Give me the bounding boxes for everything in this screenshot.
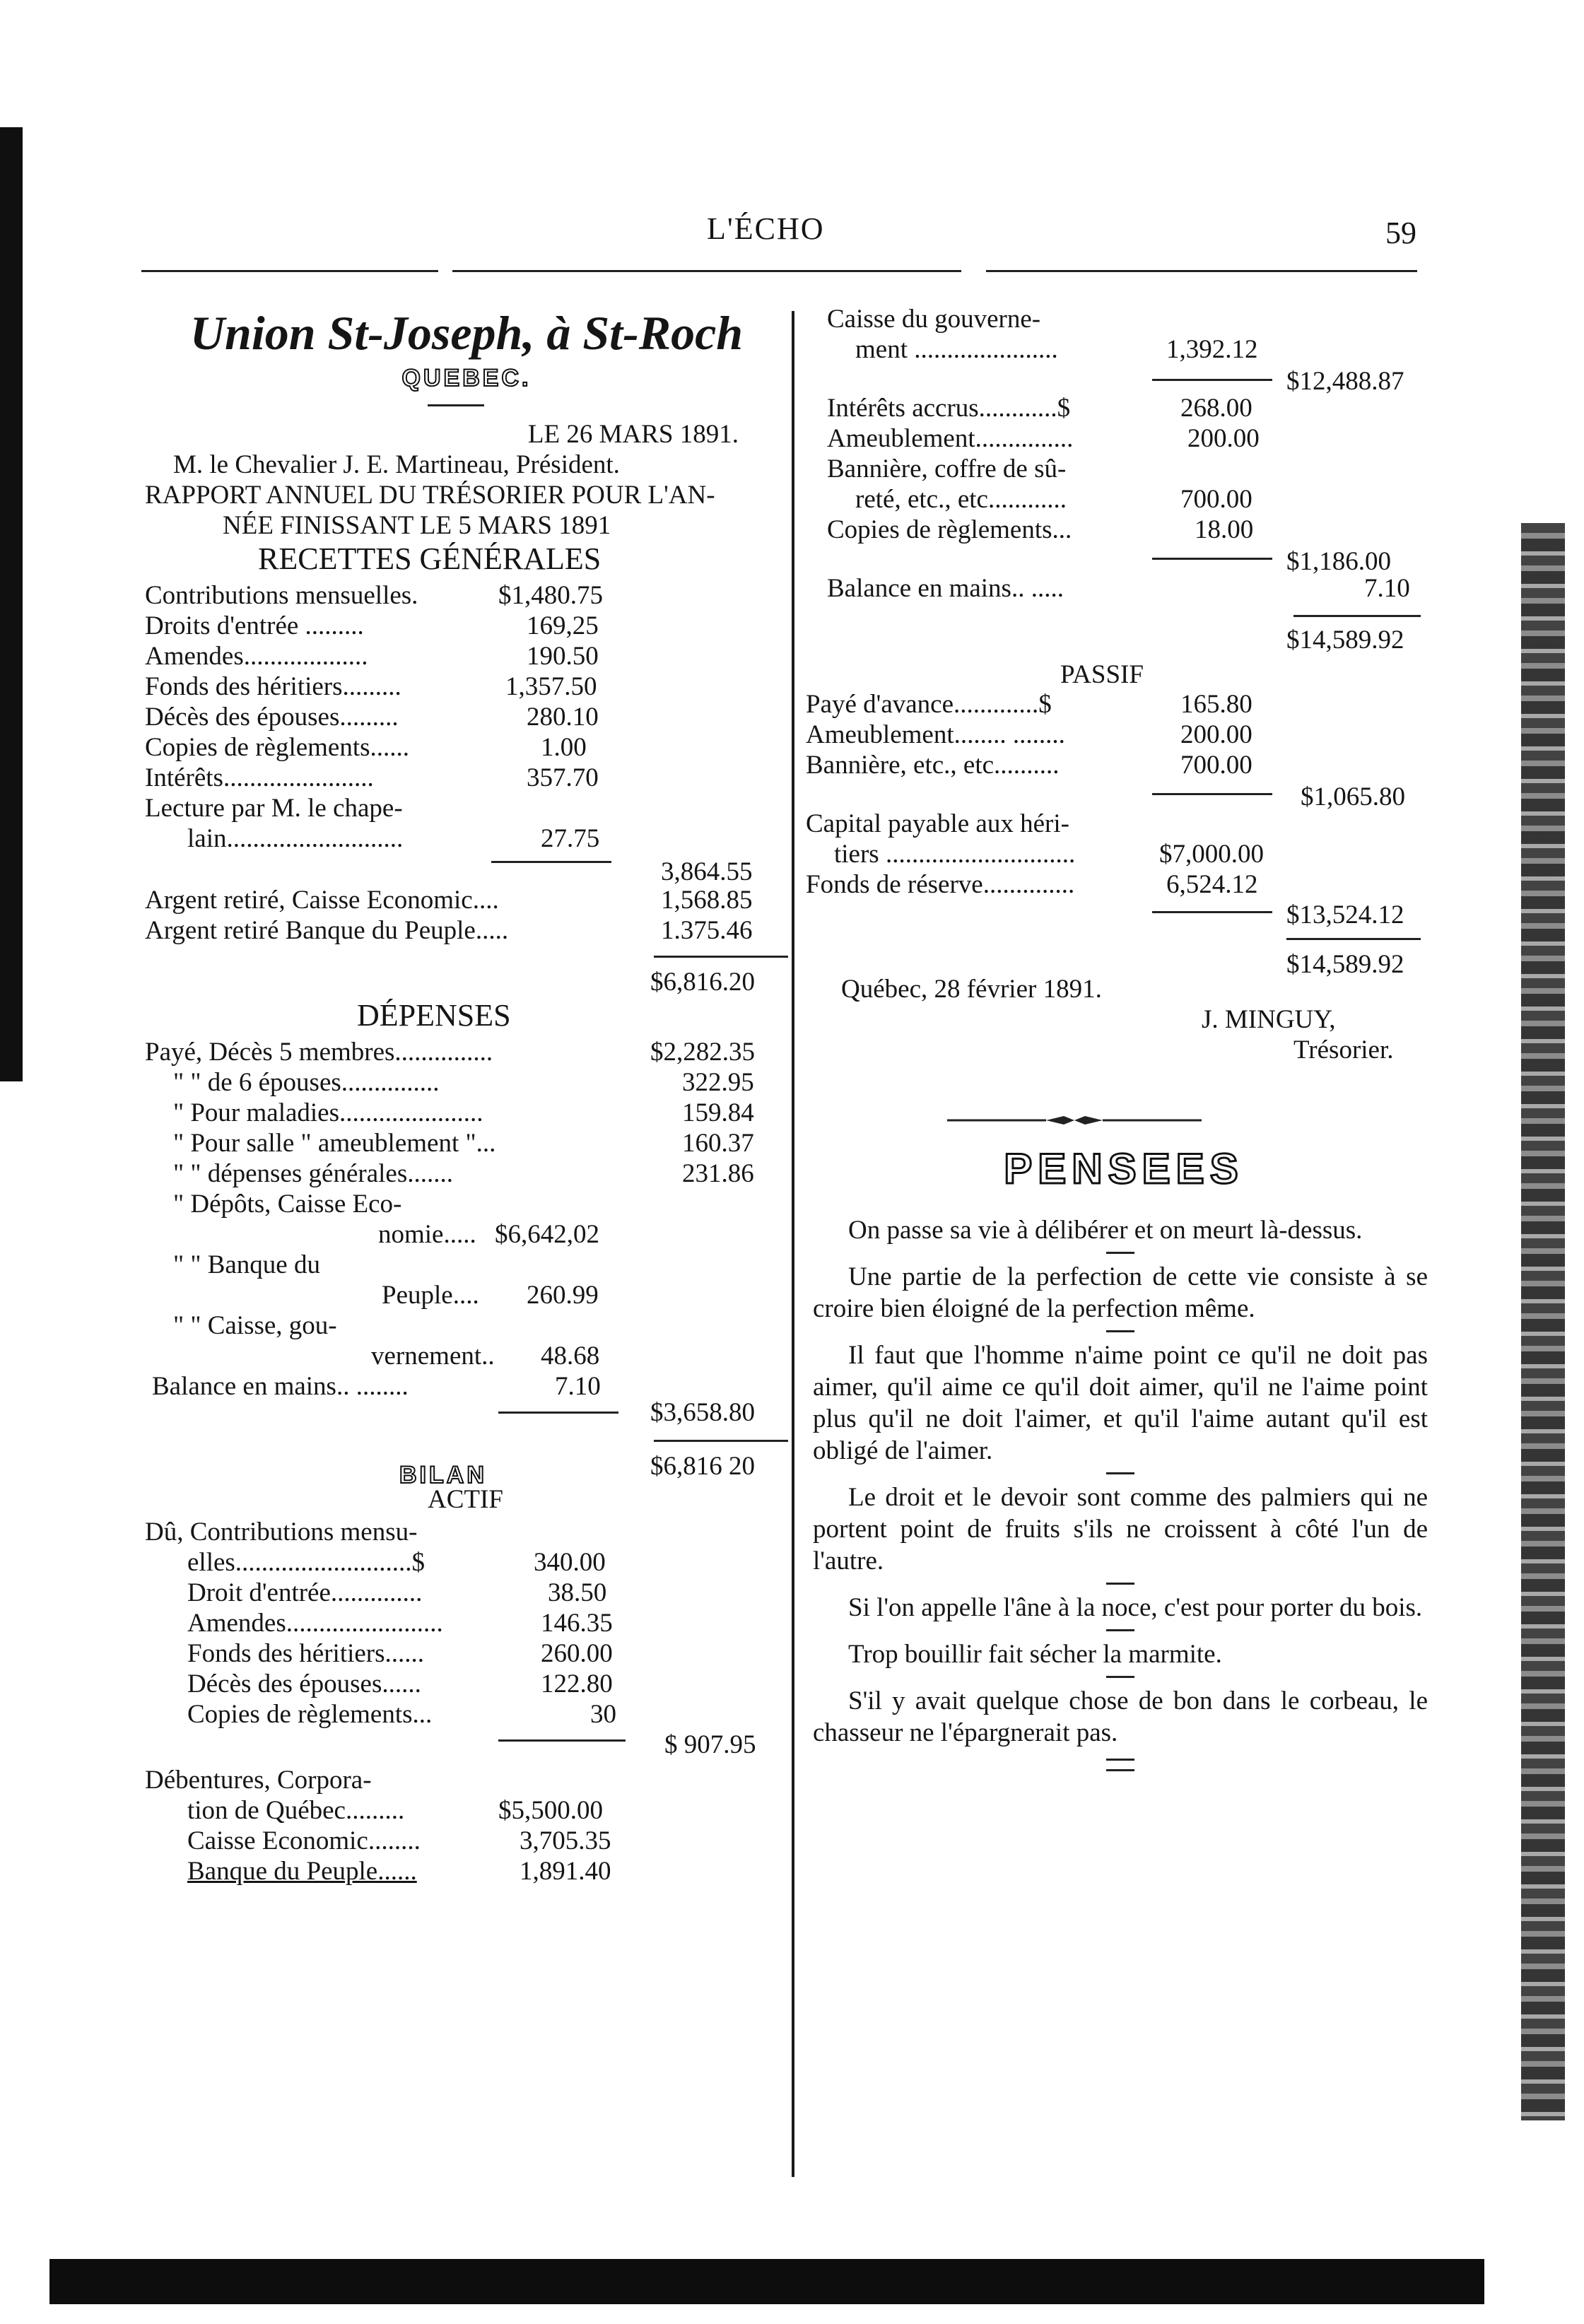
left-column <box>145 304 788 1886</box>
pensee-paragraph: Le droit et le devoir sont comme des palmiers qui ne portent point de fruits s'ils ne croissent à côté l'un de l'autre. <box>813 1483 1428 1575</box>
bilan-row <box>145 1638 788 1669</box>
bilan-label: Droit d'entrée.............. <box>187 1578 423 1607</box>
passif-amount: 200.00 <box>1180 720 1252 749</box>
passif-total-2: $13,524.12 <box>1286 900 1404 929</box>
report-line-2: NÉE FINISSANT LE 5 MARS 1891 <box>223 511 611 540</box>
bilan-label: Copies de règlements... <box>187 1700 433 1729</box>
scan-edge-right <box>1521 523 1565 2120</box>
banniere-amount: 700.00 <box>1180 485 1252 514</box>
debentures-line-2: tion de Québec......... <box>187 1796 405 1825</box>
retire-2-amount: 1.375.46 <box>661 916 753 945</box>
recette-row <box>145 732 788 763</box>
capital-amount: $7,000.00 <box>1159 840 1264 869</box>
depenses-total-rule <box>654 1440 788 1442</box>
gouv-line-1: Caisse du gouverne- <box>827 305 1041 334</box>
recette-amount: 190.50 <box>527 642 599 671</box>
caisse-amount: 48.68 <box>541 1342 600 1371</box>
copies-label: Copies de règlements... <box>827 515 1072 544</box>
page-header <box>0 211 1584 253</box>
recette-row <box>145 641 788 671</box>
right-row <box>806 423 1442 454</box>
banque-peuple-amount: 1,891.40 <box>520 1857 611 1886</box>
balance-label: Balance en mains.. ........ <box>152 1372 409 1401</box>
caisse-line-1: " " Caisse, gou- <box>173 1311 337 1340</box>
bilan-rule <box>498 1739 626 1742</box>
page-number: 59 <box>1385 216 1416 250</box>
signature: J. MINGUY, <box>1202 1005 1336 1034</box>
article-title: Union St-Joseph, à St-Roch <box>189 306 744 360</box>
bilan-amount: 122.80 <box>541 1669 613 1698</box>
depense-label: " " dépenses générales....... <box>173 1159 453 1188</box>
recette-row <box>145 793 788 823</box>
reserve-rule <box>1152 911 1272 913</box>
bilan-row <box>145 1699 788 1730</box>
passif-row <box>806 720 1442 750</box>
bilan-row <box>145 1578 788 1608</box>
depense-row <box>145 1128 788 1158</box>
gouv-rule <box>1152 379 1272 381</box>
banque-line-1: " " Banque du <box>173 1250 320 1279</box>
depense-amount: 322.95 <box>682 1068 754 1097</box>
pensee-dash <box>1106 1330 1134 1332</box>
recette-label: Copies de règlements...... <box>145 733 410 762</box>
recette-label: Amendes................... <box>145 642 368 671</box>
scan-edge-bottom <box>49 2259 1484 2304</box>
right-row <box>806 393 1442 423</box>
depots-amount: $6,642,02 <box>495 1220 599 1249</box>
right-amount: 268.00 <box>1180 394 1252 423</box>
capital-line-1: Capital payable aux héri- <box>806 809 1069 838</box>
passif-row <box>806 689 1442 720</box>
recette-row <box>145 763 788 793</box>
banniere-line-1: Bannière, coffre de sû- <box>827 454 1067 483</box>
bilan-amount: 30 <box>590 1700 616 1729</box>
scan-edge-left <box>0 127 23 1081</box>
bilan-du-amount: 340.00 <box>534 1548 606 1577</box>
depenses-subtotal: $3,658.80 <box>650 1398 755 1427</box>
bilan-heading: BILAN <box>399 1462 487 1489</box>
date-line: Québec, 28 février 1891. <box>841 975 1102 1004</box>
header-rule-right <box>986 270 1417 272</box>
passif-label: Payé d'avance.............$ <box>806 690 1052 719</box>
depenses-total: $6,816 20 <box>650 1452 755 1481</box>
recette-amount: 1,357.50 <box>505 672 597 701</box>
total-rule <box>654 956 788 958</box>
gouv-total: $12,488.87 <box>1286 367 1404 396</box>
recette-amount: 1.00 <box>541 733 587 762</box>
header-rule-left <box>141 270 438 272</box>
copies-amount: 18.00 <box>1195 515 1254 544</box>
title-dash <box>428 404 484 406</box>
recette-label: Décès des épouses......... <box>145 703 399 732</box>
recettes-subtotal: 3,864.55 <box>661 857 753 886</box>
depense-amount: 159.84 <box>682 1098 754 1127</box>
right-label: Intérêts accrus............$ <box>827 394 1071 423</box>
depots-label: " Dépôts, Caisse Eco- <box>173 1190 402 1219</box>
pensee-dash <box>1106 1583 1134 1585</box>
actif-grand-total: $14,589.92 <box>1286 626 1404 655</box>
reserve-label: Fonds de réserve.............. <box>806 870 1075 899</box>
passif-amount: 165.80 <box>1180 690 1252 719</box>
report-line-1: RAPPORT ANNUEL DU TRÉSORIER POUR L'AN- <box>145 481 715 510</box>
recette-amount: $1,480.75 <box>498 581 603 610</box>
bilan-label: Amendes........................ <box>187 1609 443 1638</box>
passif-rule <box>1152 793 1272 795</box>
retire-1-amount: 1,568.85 <box>661 886 753 915</box>
depense-label: " Pour maladies...................... <box>173 1098 483 1127</box>
recette-label: Fonds des héritiers......... <box>145 672 401 701</box>
bilan-row <box>145 1669 788 1699</box>
pensee-paragraph: Une partie de la perfection de cette vie consiste à se croire bien éloigné de la perfection même. <box>813 1262 1428 1323</box>
balance-amount: 7.10 <box>555 1372 601 1401</box>
gouv-line-2: ment ...................... <box>855 335 1058 364</box>
passif-grand-total: $14,589.92 <box>1286 950 1404 979</box>
passif-amount: 700.00 <box>1180 751 1252 780</box>
recette-row <box>145 671 788 702</box>
depenses-rule <box>498 1412 618 1414</box>
recette-label: lain........................... <box>187 824 404 853</box>
debentures-line-1: Débentures, Corpora- <box>145 1766 372 1795</box>
bilan-amount: 260.00 <box>541 1639 613 1668</box>
bilan-actif-total: $ 907.95 <box>664 1730 756 1759</box>
retire-2-label: Argent retiré Banque du Peuple..... <box>145 916 509 945</box>
banque-peuple-label: Banque du Peuple...... <box>187 1857 417 1886</box>
recettes-total: $6,816.20 <box>650 968 755 997</box>
depense-row <box>145 1158 788 1189</box>
recette-row <box>145 702 788 732</box>
passif-label: Ameublement........ ........ <box>806 720 1065 749</box>
subtotal-rule <box>491 861 611 863</box>
recette-label: Contributions mensuelles. <box>145 581 418 610</box>
pensee-paragraph: On passe sa vie à délibérer et on meurt là-dessus. <box>848 1216 1363 1245</box>
bilan-row <box>145 1608 788 1638</box>
bilan-du-line-1: Dû, Contributions mensu- <box>145 1518 418 1547</box>
depense-label: " Pour salle " ameublement "... <box>173 1129 496 1158</box>
running-title: L'ÉCHO <box>707 211 825 246</box>
pensee-paragraph: Il faut que l'homme n'aime point ce qu'il ne doit pas aimer, qu'il aime ce qu'il doit aimer, qu'il ne l'aime point plus qu'il ne doit l'aimer, et qu'il l'aime autant qu'il est obligé de l'aimer. <box>813 1341 1428 1465</box>
recette-amount: 357.70 <box>527 763 599 792</box>
pensee-paragraph: S'il y avait quelque chose de bon dans le corbeau, le chasseur ne l'épargnerait pas. <box>813 1686 1428 1747</box>
passif-row <box>806 750 1442 780</box>
actif-total-rule <box>1293 615 1421 617</box>
depenses-heading: DÉPENSES <box>357 998 511 1033</box>
sub-total: $1,186.00 <box>1286 547 1391 576</box>
end-mark <box>1106 1759 1134 1771</box>
depense-row <box>145 1037 788 1067</box>
depots-cont: nomie..... <box>378 1220 476 1249</box>
column-divider <box>792 311 794 2177</box>
depense-label: " " de 6 épouses............... <box>173 1068 440 1097</box>
bilan-amount: 38.50 <box>548 1578 607 1607</box>
depense-amount: 160.37 <box>682 1129 754 1158</box>
caisse-line-2: vernement.. <box>371 1342 495 1371</box>
passif-grand-rule <box>1286 938 1421 940</box>
right-balance-amount: 7.10 <box>1364 574 1410 603</box>
passif-label: Bannière, etc., etc.......... <box>806 751 1060 780</box>
recettes-heading: RECETTES GÉNÉRALES <box>258 541 602 576</box>
recette-amount: 27.75 <box>541 824 600 853</box>
recette-row <box>145 580 788 611</box>
right-label: Ameublement............... <box>827 424 1074 453</box>
banque-amount: 260.99 <box>527 1281 599 1310</box>
depense-row <box>145 1067 788 1098</box>
pensee-dash <box>1106 1252 1134 1254</box>
signature-title: Trésorier. <box>1293 1035 1394 1064</box>
caisse-economic-amount: 3,705.35 <box>520 1826 611 1855</box>
bilan-amount: 146.35 <box>541 1609 613 1638</box>
gouv-amount: 1,392.12 <box>1166 335 1258 364</box>
depense-row <box>145 1098 788 1128</box>
president-line: M. le Chevalier J. E. Martineau, Président. <box>173 450 620 479</box>
depense-amount: $2,282.35 <box>650 1038 755 1067</box>
depense-label: Payé, Décès 5 membres............... <box>145 1038 493 1067</box>
recette-label: Intérêts....................... <box>145 763 374 792</box>
bilan-du-line-2: elles...........................$ <box>187 1548 426 1577</box>
passif-total: $1,065.80 <box>1301 782 1405 811</box>
pensee-dash <box>1106 1676 1134 1678</box>
reserve-amount: 6,524.12 <box>1166 870 1258 899</box>
right-balance-label: Balance en mains.. ..... <box>827 574 1064 603</box>
pensee-paragraph: Si l'on appelle l'âne à la noce, c'est pour porter du bois. <box>848 1593 1423 1622</box>
recette-row <box>145 611 788 641</box>
banniere-line-2: reté, etc., etc............ <box>855 485 1067 514</box>
pensees-heading: PENSEES <box>1004 1145 1244 1192</box>
bilan-label: Décès des épouses...... <box>187 1669 421 1698</box>
debentures-amount: $5,500.00 <box>498 1796 603 1825</box>
right-column <box>806 304 1442 1771</box>
passif-heading: PASSIF <box>1060 660 1144 689</box>
sub-rule <box>1152 558 1272 560</box>
article-subtitle: QUEBEC. <box>401 365 532 392</box>
caisse-economic-label: Caisse Economic........ <box>187 1826 421 1855</box>
capital-line-2: tiers ............................. <box>834 840 1076 869</box>
recette-amount: 169,25 <box>527 611 599 640</box>
actif-heading: ACTIF <box>428 1485 503 1514</box>
header-rule-center <box>452 270 961 272</box>
depense-amount: 231.86 <box>682 1159 754 1188</box>
ornament-divider <box>947 1115 1202 1126</box>
right-amount: 200.00 <box>1187 424 1260 453</box>
pensee-dash <box>1106 1629 1134 1631</box>
banque-line-2: Peuple.... <box>382 1281 479 1310</box>
recette-label: Lecture par M. le chape- <box>145 794 403 823</box>
report-date: LE 26 MARS 1891. <box>527 420 739 449</box>
recette-label: Droits d'entrée ......... <box>145 611 364 640</box>
pensee-paragraph: Trop bouillir fait sécher la marmite. <box>848 1640 1222 1669</box>
retire-1-label: Argent retiré, Caisse Economic.... <box>145 886 499 915</box>
recette-amount: 280.10 <box>527 703 599 732</box>
bilan-label: Fonds des héritiers...... <box>187 1639 425 1668</box>
pensee-dash <box>1106 1472 1134 1474</box>
recette-row <box>145 823 788 854</box>
